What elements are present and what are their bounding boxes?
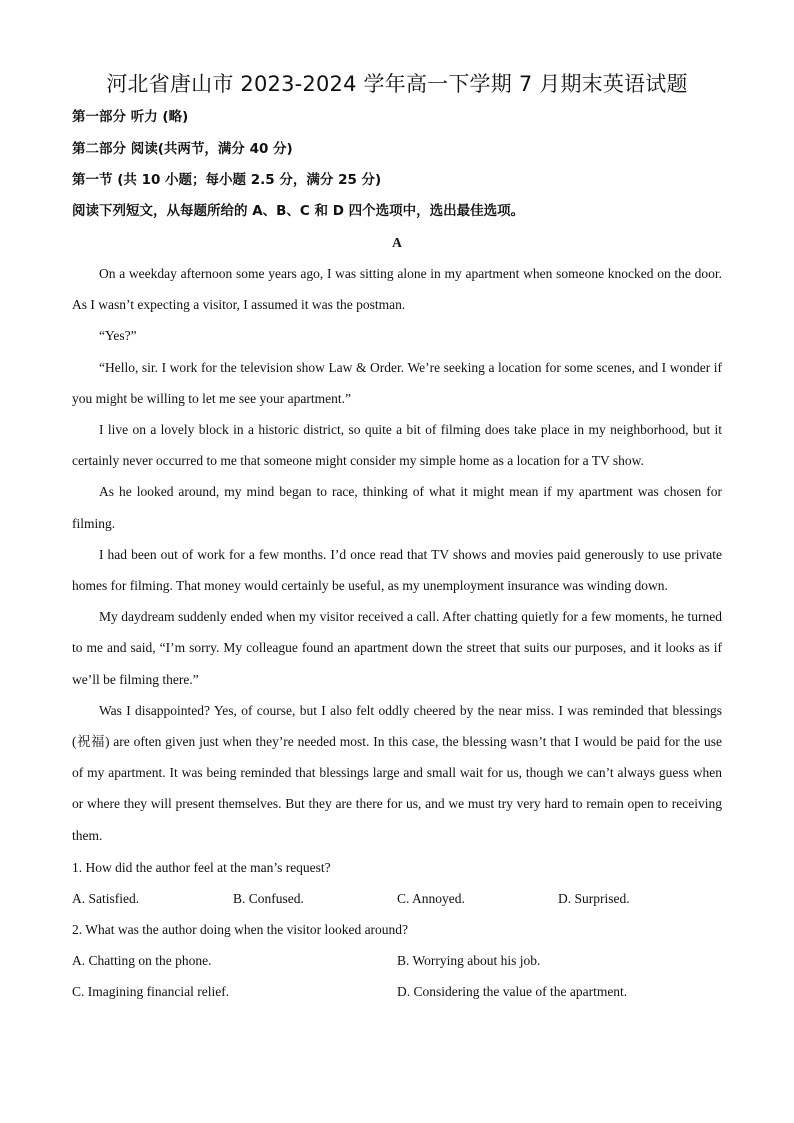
passage-paragraph: “Yes?” <box>99 328 137 344</box>
question-2-option-a: A. Chatting on the phone. <box>72 953 212 968</box>
question-1-stem: 1. How did the author feel at the man’s request? <box>72 860 331 875</box>
passage-label: A <box>392 235 402 250</box>
reading-passage <box>72 258 722 851</box>
question-2-stem: 2. What was the author doing when the visitor looked around? <box>72 922 409 937</box>
question-1-option-a: A. Satisfied. <box>72 891 140 906</box>
question-1-option-b: B. Confused. <box>233 891 304 906</box>
passage-paragraph: As he looked around, my mind began to race, thinking of what it might mean if my apartment was chosen for filming. <box>72 484 722 531</box>
question-1-option-d: D. Surprised. <box>558 891 630 906</box>
part2-header: 第二部分 阅读(共两节，满分 40 分) <box>72 141 293 157</box>
question-2-options-row1 <box>72 945 722 976</box>
passage-paragraph: On a weekday afternoon some years ago, I was sitting alone in my apartment when someone knocked on the door. As I wasn’t expecting a visitor, I assumed it was the postman. <box>72 266 722 313</box>
question-2-option-d: D. Considering the value of the apartment. <box>397 984 628 999</box>
passage-paragraph: “Hello, sir. I work for the television show Law & Order. We’re seeking a location for some scenes, and I wonder if you might be willing to let me see your apartment.” <box>72 359 722 406</box>
passage-paragraph: I live on a lovely block in a historic district, so quite a bit of filming does take place in my neighborhood, but it certainly never occurred to me that someone might consider my simple home as a location for a TV show. <box>72 422 722 469</box>
exam-title: 河北省唐山市 2023-2024 学年高一下学期 7 月期末英语试题 <box>106 72 688 96</box>
reading-instruction: 阅读下列短文，从每题所给的 A、B、C 和 D 四个选项中，选出最佳选项。 <box>72 203 525 219</box>
question-list <box>72 852 722 1007</box>
passage-paragraph: My daydream suddenly ended when my visitor received a call. After chatting quietly for a few moments, he turned to me and said, “I’m sorry. My colleague found an apartment down the street that suits our purposes, and it looks as if we’ll be filming there.” <box>72 609 722 687</box>
passage-paragraph: Was I disappointed? Yes, of course, but I also felt oddly cheered by the near miss. I was reminded that blessings (祝福) are often given just when they’re needed most. In this case, the blessing wasn’t that I would be paid for the use of my apartment. It was being reminded that blessings large and small wait for us, though we can’t always guess when or where they will present themselves. But they are there for us, and we must try very hard to remain open to receiving them. <box>72 702 722 843</box>
part1-header: 第一部分 听力 (略) <box>72 109 189 125</box>
section1-header: 第一节 (共 10 小题；每小题 2.5 分，满分 25 分) <box>72 172 382 188</box>
passage-paragraph: I had been out of work for a few months. I’d once read that TV shows and movies paid generously to use private homes for filming. That money would certainly be useful, as my unemployment insurance was winding down. <box>72 546 722 594</box>
question-1-option-c: C. Annoyed. <box>397 891 465 906</box>
question-1-options <box>72 883 722 914</box>
question-2-option-c: C. Imagining financial relief. <box>72 984 230 999</box>
question-2-option-b: B. Worrying about his job. <box>397 953 541 968</box>
question-2-options-row2 <box>72 976 722 1007</box>
